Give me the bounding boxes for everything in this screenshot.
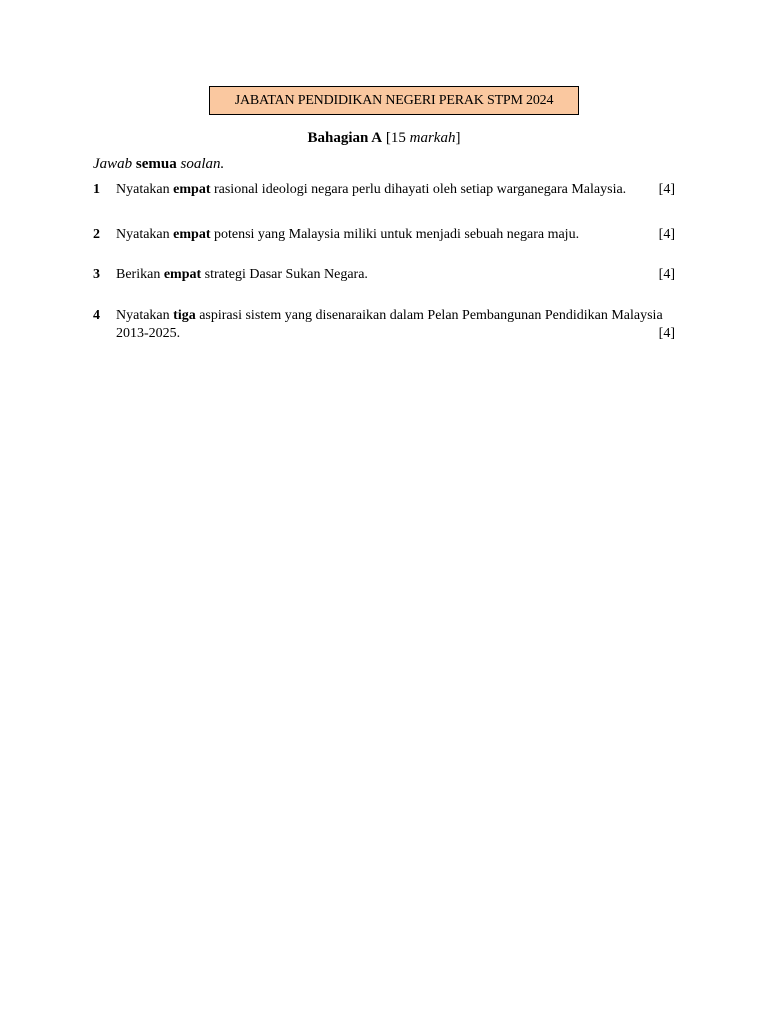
instruction (93, 156, 224, 173)
question-rest: aspirasi sistem yang disenaraikan dalam Pelan Pembangunan Pendidikan Malaysia 2013-2025. (116, 308, 663, 341)
header-title: JABATAN PENDIDIKAN NEGERI PERAK STPM 2024 (234, 92, 554, 108)
question-rest: strategi Dasar Sukan Negara. (204, 267, 368, 282)
question-marks: [4] (658, 227, 675, 242)
question-marks: [4] (658, 267, 675, 282)
question-keyword: empat (173, 227, 211, 242)
question-keyword: empat (163, 267, 202, 282)
question-number: 4 (93, 308, 100, 323)
section-marks-open: [15 (385, 130, 410, 146)
question-marks: [4] (658, 326, 675, 341)
question-lead: Nyatakan (116, 308, 170, 323)
question-keyword: tiga (173, 308, 196, 323)
question-text (116, 307, 676, 343)
question-number: 2 (93, 227, 100, 242)
section-marks-word: markah (409, 130, 456, 146)
question-rest: potensi yang Malaysia miliki untuk menjadi sebuah negara maju. (213, 227, 580, 242)
section-marks-close: ] (455, 130, 461, 146)
question-lead: Berikan (116, 267, 161, 282)
instruction-word-1: Jawab (93, 156, 133, 172)
header-banner (209, 86, 579, 115)
question-text (116, 181, 644, 199)
question-keyword: empat (173, 182, 211, 197)
instruction-word-3: soalan. (180, 156, 225, 172)
instruction-word-2: semua (135, 156, 177, 172)
question-number: 3 (93, 267, 100, 282)
question-text (116, 266, 644, 284)
question-lead: Nyatakan (116, 182, 170, 197)
section-name: Bahagian A (307, 130, 383, 146)
section-heading (0, 130, 768, 147)
question-text (116, 226, 644, 244)
question-rest: rasional ideologi negara perlu dihayati oleh setiap warganegara Malaysia. (213, 182, 627, 197)
question-marks: [4] (658, 182, 675, 197)
question-lead: Nyatakan (116, 227, 170, 242)
question-number: 1 (93, 182, 100, 197)
